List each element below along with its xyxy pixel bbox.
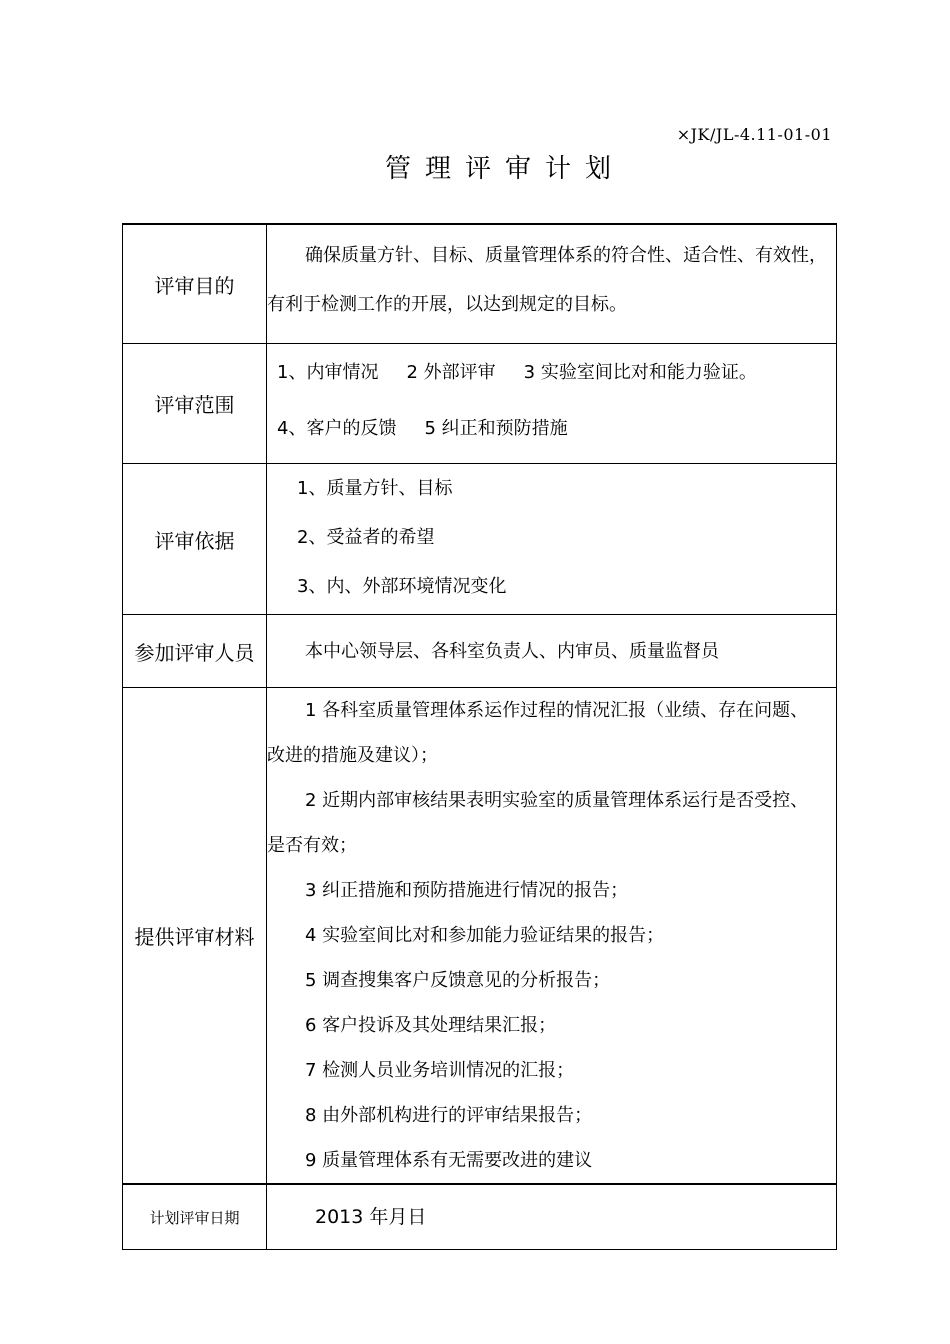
materials-item: 1 各科室质量管理体系运作过程的情况汇报（业绩、存在问题、 xyxy=(305,700,809,721)
people-text: 本中心领导层、各科室负责人、内审员、质量监督员 xyxy=(305,640,719,662)
purpose-content xyxy=(267,224,837,344)
scope-item: 1、内审情况 xyxy=(277,362,379,383)
materials-item: 6 客户投诉及其处理结果汇报； xyxy=(305,1015,557,1036)
scope-item: 5 纠正和预防措施 xyxy=(424,418,568,439)
materials-item: 7 检测人员业务培训情况的汇报； xyxy=(305,1060,575,1081)
table-row xyxy=(123,224,837,344)
people-label: 参加评审人员 xyxy=(123,615,267,688)
scope-item: 2 外部评审 xyxy=(406,362,496,383)
review-plan-table xyxy=(122,223,837,1250)
basis-item: 1、质量方针、目标 xyxy=(297,478,453,499)
purpose-label: 评审目的 xyxy=(123,224,267,344)
materials-item: 5 调查搜集客户反馈意见的分析报告； xyxy=(305,970,611,991)
materials-item: 8 由外部机构进行的评审结果报告； xyxy=(305,1105,593,1126)
materials-item: 9 质量管理体系有无需要改进的建议 xyxy=(305,1150,593,1171)
materials-item: 改进的措施及建议）； xyxy=(267,745,438,766)
table-row xyxy=(123,464,837,615)
date-value: 2013 年月日 xyxy=(267,1184,837,1250)
materials-item: 是否有效； xyxy=(267,835,357,856)
scope-item: 4、客户的反馈 xyxy=(277,418,397,439)
scope-content xyxy=(267,344,837,464)
materials-item: 3 纠正措施和预防措施进行情况的报告； xyxy=(305,880,629,901)
materials-content xyxy=(267,688,837,1185)
purpose-line: 有利于检测工作的开展，以达到规定的目标。 xyxy=(267,294,627,315)
people-content xyxy=(267,615,837,688)
date-label: 计划评审日期 xyxy=(123,1184,267,1250)
purpose-line: 确保质量方针、目标、质量管理体系的符合性、适合性、有效性， xyxy=(305,245,827,266)
scope-item: 3 实验室间比对和能力验证。 xyxy=(523,362,757,383)
scope-line xyxy=(267,401,836,457)
scope-label: 评审范围 xyxy=(123,344,267,464)
document-code: ×JK/JL-4.11-01-01 xyxy=(676,125,832,144)
table-row xyxy=(123,344,837,464)
table-row xyxy=(123,615,837,688)
scope-line xyxy=(267,345,836,401)
materials-item: 4 实验室间比对和参加能力验证结果的报告； xyxy=(305,925,665,946)
page-title: 管理评审计划 xyxy=(384,154,625,184)
basis-label: 评审依据 xyxy=(123,464,267,615)
table-row xyxy=(123,1184,837,1250)
basis-item: 2、受益者的希望 xyxy=(297,527,435,548)
materials-label: 提供评审材料 xyxy=(123,688,267,1185)
basis-item: 3、内、外部环境情况变化 xyxy=(297,576,507,597)
table-row xyxy=(123,688,837,1185)
materials-item: 2 近期内部审核结果表明实验室的质量管理体系运行是否受控、 xyxy=(305,790,809,811)
basis-content xyxy=(267,464,837,615)
